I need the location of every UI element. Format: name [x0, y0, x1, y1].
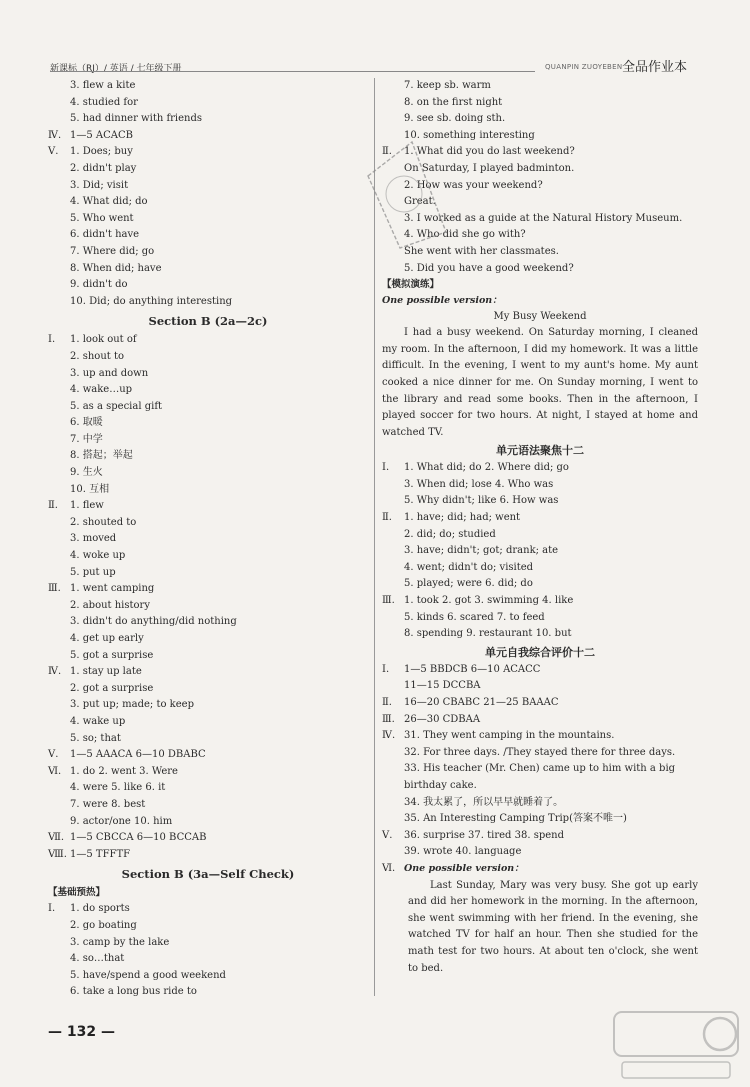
- answer-line: [48, 349, 368, 366]
- answer-line: [48, 194, 368, 211]
- answer-text: 4. wake up: [70, 715, 126, 727]
- answer-line: [48, 332, 368, 349]
- roman-numeral: Ⅴ.: [48, 146, 59, 158]
- answer-text: 10. Did; do anything interesting: [70, 295, 233, 307]
- answer-text: 8. on the first night: [404, 96, 503, 108]
- answer-line: [48, 448, 368, 465]
- answer-text: 1. do 2. went 3. Were: [70, 765, 178, 777]
- answer-line: [382, 712, 698, 729]
- answer-text: 1. look out of: [70, 334, 137, 346]
- answer-text: 3. flew a kite: [70, 80, 136, 91]
- roman-numeral: Ⅶ.: [48, 832, 65, 844]
- roman-numeral: Ⅳ.: [48, 666, 62, 678]
- answer-text: 5. put up: [70, 566, 116, 578]
- answer-text: 5. got a surprise: [70, 649, 154, 661]
- header-rule: [50, 71, 535, 72]
- answer-line: [48, 581, 368, 598]
- answer-text: She went with her classmates.: [404, 245, 559, 257]
- answer-line: [382, 695, 698, 712]
- answer-text: 5. so; that: [70, 732, 121, 744]
- answer-text: 11—15 DCCBA: [404, 680, 481, 692]
- evaluation-heading: 单元自我综合评价十二: [485, 645, 595, 659]
- answer-line: [382, 728, 698, 745]
- answer-line: [48, 797, 368, 814]
- answer-text: 8. spending 9. restaurant 10. but: [404, 628, 572, 640]
- left-column: [48, 78, 368, 1001]
- header-left: 新课标（RJ）/ 英语 / 七年级下册: [50, 64, 182, 74]
- roman-numeral: Ⅵ.: [48, 765, 62, 777]
- answer-line: [48, 161, 368, 178]
- answer-text: 1. do sports: [70, 903, 130, 915]
- roman-numeral: Ⅲ.: [382, 713, 395, 725]
- answer-line: [382, 460, 698, 477]
- answer-line: [382, 111, 698, 128]
- answer-text: 39. wrote 40. language: [404, 846, 522, 858]
- answer-line: [48, 244, 368, 261]
- answer-line: [48, 399, 368, 416]
- answer-line: [48, 95, 368, 112]
- answer-line: [48, 664, 368, 681]
- answer-line: [382, 795, 698, 812]
- answer-line: [48, 697, 368, 714]
- answer-text: 3. I worked as a guide at the Natural History Museum.: [404, 212, 683, 224]
- answer-text: 4. get up early: [70, 633, 144, 644]
- answer-line: [48, 951, 368, 968]
- answer-line: [48, 984, 368, 1001]
- essay-title: My Busy Weekend: [493, 311, 587, 323]
- vi-version-label: One possible version：: [404, 862, 524, 874]
- answer-line: [382, 493, 698, 510]
- answer-text: On Saturday, I played badminton.: [404, 162, 575, 174]
- watermark-logo: [612, 1008, 740, 1082]
- answer-text: 1. Does; buy: [70, 146, 133, 158]
- roman-numeral: Ⅰ.: [382, 663, 390, 675]
- answer-text: 1—5 ACACB: [70, 129, 133, 141]
- answer-line: [48, 78, 368, 95]
- answer-text: 6. 取暖: [70, 417, 103, 429]
- answer-line: [48, 731, 368, 748]
- answer-line: [48, 227, 368, 244]
- answer-line: [48, 277, 368, 294]
- answer-line: [382, 95, 698, 112]
- answer-text: 7. were 8. best: [70, 798, 146, 810]
- answer-line: [48, 648, 368, 665]
- answer-text: 1. What did you do last weekend?: [404, 146, 575, 158]
- answer-text: 2. didn't play: [70, 162, 137, 174]
- roman-numeral: Ⅱ.: [382, 697, 392, 708]
- answer-line: [382, 662, 698, 679]
- answer-text: 10. something interesting: [404, 129, 535, 141]
- answer-line: [48, 935, 368, 952]
- answer-text: 33. His teacher (Mr. Chen) came up to him with a big: [404, 763, 676, 775]
- answer-text: 32. For three days. /They stayed there for three days.: [404, 746, 676, 758]
- answer-line: [48, 614, 368, 631]
- answer-text: 1—5 AAACA 6—10 DBABC: [70, 749, 206, 761]
- answer-text: 3. put up; made; to keep: [70, 699, 194, 711]
- answer-text: 1—5 TFFTF: [70, 848, 131, 860]
- answer-line: [48, 968, 368, 985]
- answer-line: [382, 610, 698, 627]
- answer-text: 2. go boating: [70, 919, 137, 931]
- page-number: — 132 —: [48, 1024, 115, 1040]
- answer-line: [48, 780, 368, 797]
- answer-text: 7. keep sb. warm: [404, 80, 491, 91]
- answer-text: 4. so…that: [70, 953, 125, 965]
- answer-line: [382, 626, 698, 643]
- answer-text: 16—20 CBABC 21—25 BAAAC: [404, 697, 559, 708]
- answer-line: [382, 78, 698, 95]
- answer-line: [382, 761, 698, 778]
- answer-line: [48, 144, 368, 161]
- essay-paragraph: I had a busy weekend. On Saturday morning, I cleaned my room. In the afternoon, I did my homework. It was a little difficult. In the evening, I went to my aunt's home. My aunt cooked a nice dinner for me. On Sunday morning, I went to the library and read some books. Then in the afternoon, I played soccer for two hours. At night, I stayed at home and watched TV.: [382, 327, 698, 438]
- answer-text: 2. How was your weekend?: [404, 179, 543, 191]
- answer-line: [48, 382, 368, 399]
- answer-text: 3. camp by the lake: [70, 936, 170, 948]
- answer-text: 5. as a special gift: [70, 400, 163, 412]
- answer-text: 4. were 5. like 6. it: [70, 782, 166, 794]
- header-title: 全品作业本: [622, 60, 688, 75]
- answer-text: 26—30 CDBAA: [404, 713, 481, 725]
- roman-numeral: Ⅰ.: [48, 903, 56, 915]
- answer-text: 35. An Interesting Camping Trip(答案不唯一): [404, 813, 627, 825]
- roman-numeral: Ⅲ.: [48, 583, 61, 595]
- answer-line: [382, 576, 698, 593]
- roman-numeral: Ⅳ.: [382, 730, 396, 742]
- answer-line: [48, 847, 368, 864]
- answer-line: [48, 498, 368, 515]
- answer-line: [48, 830, 368, 847]
- answer-line: [48, 548, 368, 565]
- answer-line: [382, 261, 698, 278]
- answer-text: 2. got a surprise: [70, 682, 154, 694]
- answer-text: 1. flew: [70, 500, 104, 512]
- answer-text: 1—5 BBDCB 6—10 ACACC: [404, 663, 541, 675]
- answer-line: [48, 814, 368, 831]
- answer-line: [382, 510, 698, 527]
- answer-text: 1. went camping: [70, 583, 155, 595]
- answer-text: 34. 我太累了，所以早早就睡着了。: [404, 796, 564, 808]
- answer-text: 1. have; did; had; went: [404, 512, 521, 524]
- answer-line: [382, 543, 698, 560]
- answer-text: 8. 搭起；举起: [70, 450, 133, 462]
- answer-line: [48, 918, 368, 935]
- mock-tag: 【模拟演练】: [382, 279, 440, 291]
- answer-text: 4. studied for: [70, 96, 138, 108]
- answer-text: 9. actor/one 10. him: [70, 815, 173, 827]
- answer-text: 5. had dinner with friends: [70, 113, 203, 125]
- answer-line: [48, 681, 368, 698]
- roman-numeral: Ⅷ.: [48, 848, 67, 860]
- roman-numeral: Ⅱ.: [382, 512, 392, 524]
- answer-text: 4. wake…up: [70, 384, 133, 396]
- answer-line: [382, 844, 698, 861]
- answer-line: [48, 901, 368, 918]
- answer-text: 1. took 2. got 3. swimming 4. like: [404, 595, 574, 607]
- answer-text: 4. went; didn't do; visited: [404, 561, 534, 573]
- answer-text: 1. What did; do 2. Where did; go: [404, 462, 569, 474]
- answer-text: 6. take a long bus ride to: [70, 986, 197, 998]
- answer-text: 5. kinds 6. scared 7. to feed: [404, 611, 545, 623]
- answer-line: [382, 477, 698, 494]
- answer-text: 10. 互相: [70, 483, 110, 495]
- answer-text: 2. did; do; studied: [404, 528, 496, 540]
- vi-essay-paragraph: Last Sunday, Mary was very busy. She got up early and did her homework in the morning. In the afternoon, she went swimming with her friend. In the evening, she watched TV for half an hour. Then she studied for the math test for two hours. At about ten o'clock, she went to bed.: [408, 879, 698, 974]
- answer-text: 9. see sb. doing sth.: [404, 113, 506, 125]
- answer-line: [48, 261, 368, 278]
- answer-text: 7. Where did; go: [70, 245, 155, 257]
- answer-text: 3. When did; lose 4. Who was: [404, 478, 554, 490]
- roman-numeral: Ⅱ.: [382, 146, 392, 158]
- vi-label: Ⅵ.: [382, 862, 396, 874]
- answer-line: [48, 482, 368, 499]
- section-tag: 【基础预热】: [48, 887, 106, 899]
- answer-line: [382, 560, 698, 577]
- answer-text: 3. Did; visit: [70, 179, 129, 191]
- answer-line: [48, 764, 368, 781]
- answer-line: [382, 778, 698, 795]
- answer-text: 4. woke up: [70, 550, 126, 562]
- answer-text: 9. didn't do: [70, 279, 128, 291]
- answer-line: [48, 515, 368, 532]
- answer-line: [48, 565, 368, 582]
- answer-text: 5. Why didn't; like 6. How was: [404, 495, 559, 507]
- vi-row: [382, 861, 698, 878]
- stamp-mark: [360, 136, 448, 252]
- answer-line: [382, 811, 698, 828]
- answer-line: [48, 531, 368, 548]
- answer-line: [382, 527, 698, 544]
- answer-text: 7. 中学: [70, 433, 103, 445]
- answer-text: Great.: [404, 196, 436, 208]
- roman-numeral: Ⅲ.: [382, 595, 395, 607]
- answer-text: 5. played; were 6. did; do: [404, 578, 533, 590]
- roman-numeral: Ⅱ.: [48, 500, 58, 512]
- answer-text: 3. have; didn't; got; drank; ate: [404, 545, 559, 557]
- answer-line: [48, 747, 368, 764]
- answer-line: [382, 745, 698, 762]
- section-heading: Section B (2a—2c): [148, 314, 268, 329]
- answer-text: 4. Who did she go with?: [404, 229, 526, 241]
- answer-text: 1—5 CBCCA 6—10 BCCAB: [70, 832, 207, 844]
- answer-line: [48, 598, 368, 615]
- answer-line: [48, 211, 368, 228]
- roman-numeral: Ⅴ.: [382, 829, 393, 841]
- possible-version-label: One possible version：: [382, 295, 502, 307]
- roman-numeral: Ⅰ.: [48, 334, 56, 346]
- answer-text: 5. Who went: [70, 212, 134, 224]
- answer-line: [48, 178, 368, 195]
- grammar-heading: 单元语法聚焦十二: [496, 444, 584, 458]
- answer-text: 3. moved: [70, 533, 117, 545]
- roman-numeral: Ⅳ.: [48, 129, 62, 141]
- answer-text: 4. What did; do: [70, 196, 148, 208]
- answer-text: 3. didn't do anything/did nothing: [70, 616, 237, 628]
- answer-text: 36. surprise 37. tired 38. spend: [404, 829, 564, 841]
- answer-text: 8. When did; have: [70, 262, 162, 274]
- answer-line: [48, 366, 368, 383]
- roman-numeral: Ⅴ.: [48, 749, 59, 761]
- answer-text: 1. stay up late: [70, 666, 142, 678]
- answer-line: [48, 415, 368, 432]
- answer-text: 3. up and down: [70, 367, 149, 379]
- answer-text: 9. 生火: [70, 467, 103, 479]
- header-pinyin: QUANPIN ZUOYEBEN: [545, 63, 623, 71]
- answer-line: [48, 294, 368, 311]
- answer-line: [48, 432, 368, 449]
- section-heading: Section B (3a—Self Check): [121, 867, 295, 882]
- answer-line: [382, 593, 698, 610]
- answer-line: [48, 111, 368, 128]
- answer-text: 2. about history: [70, 599, 150, 611]
- answer-line: [382, 678, 698, 695]
- roman-numeral: Ⅰ.: [382, 462, 390, 474]
- answer-text: 31. They went camping in the mountains.: [404, 730, 615, 742]
- answer-text: birthday cake.: [404, 779, 477, 791]
- answer-text: 5. Did you have a good weekend?: [404, 262, 574, 274]
- answer-line: [48, 465, 368, 482]
- answer-line: [382, 828, 698, 845]
- answer-line: [48, 128, 368, 145]
- answer-text: 5. have/spend a good weekend: [70, 969, 226, 981]
- answer-text: 2. shouted to: [70, 516, 137, 528]
- answer-line: [48, 714, 368, 731]
- answer-text: 6. didn't have: [70, 229, 140, 241]
- answer-text: 2. shout to: [70, 350, 124, 362]
- answer-line: [48, 631, 368, 648]
